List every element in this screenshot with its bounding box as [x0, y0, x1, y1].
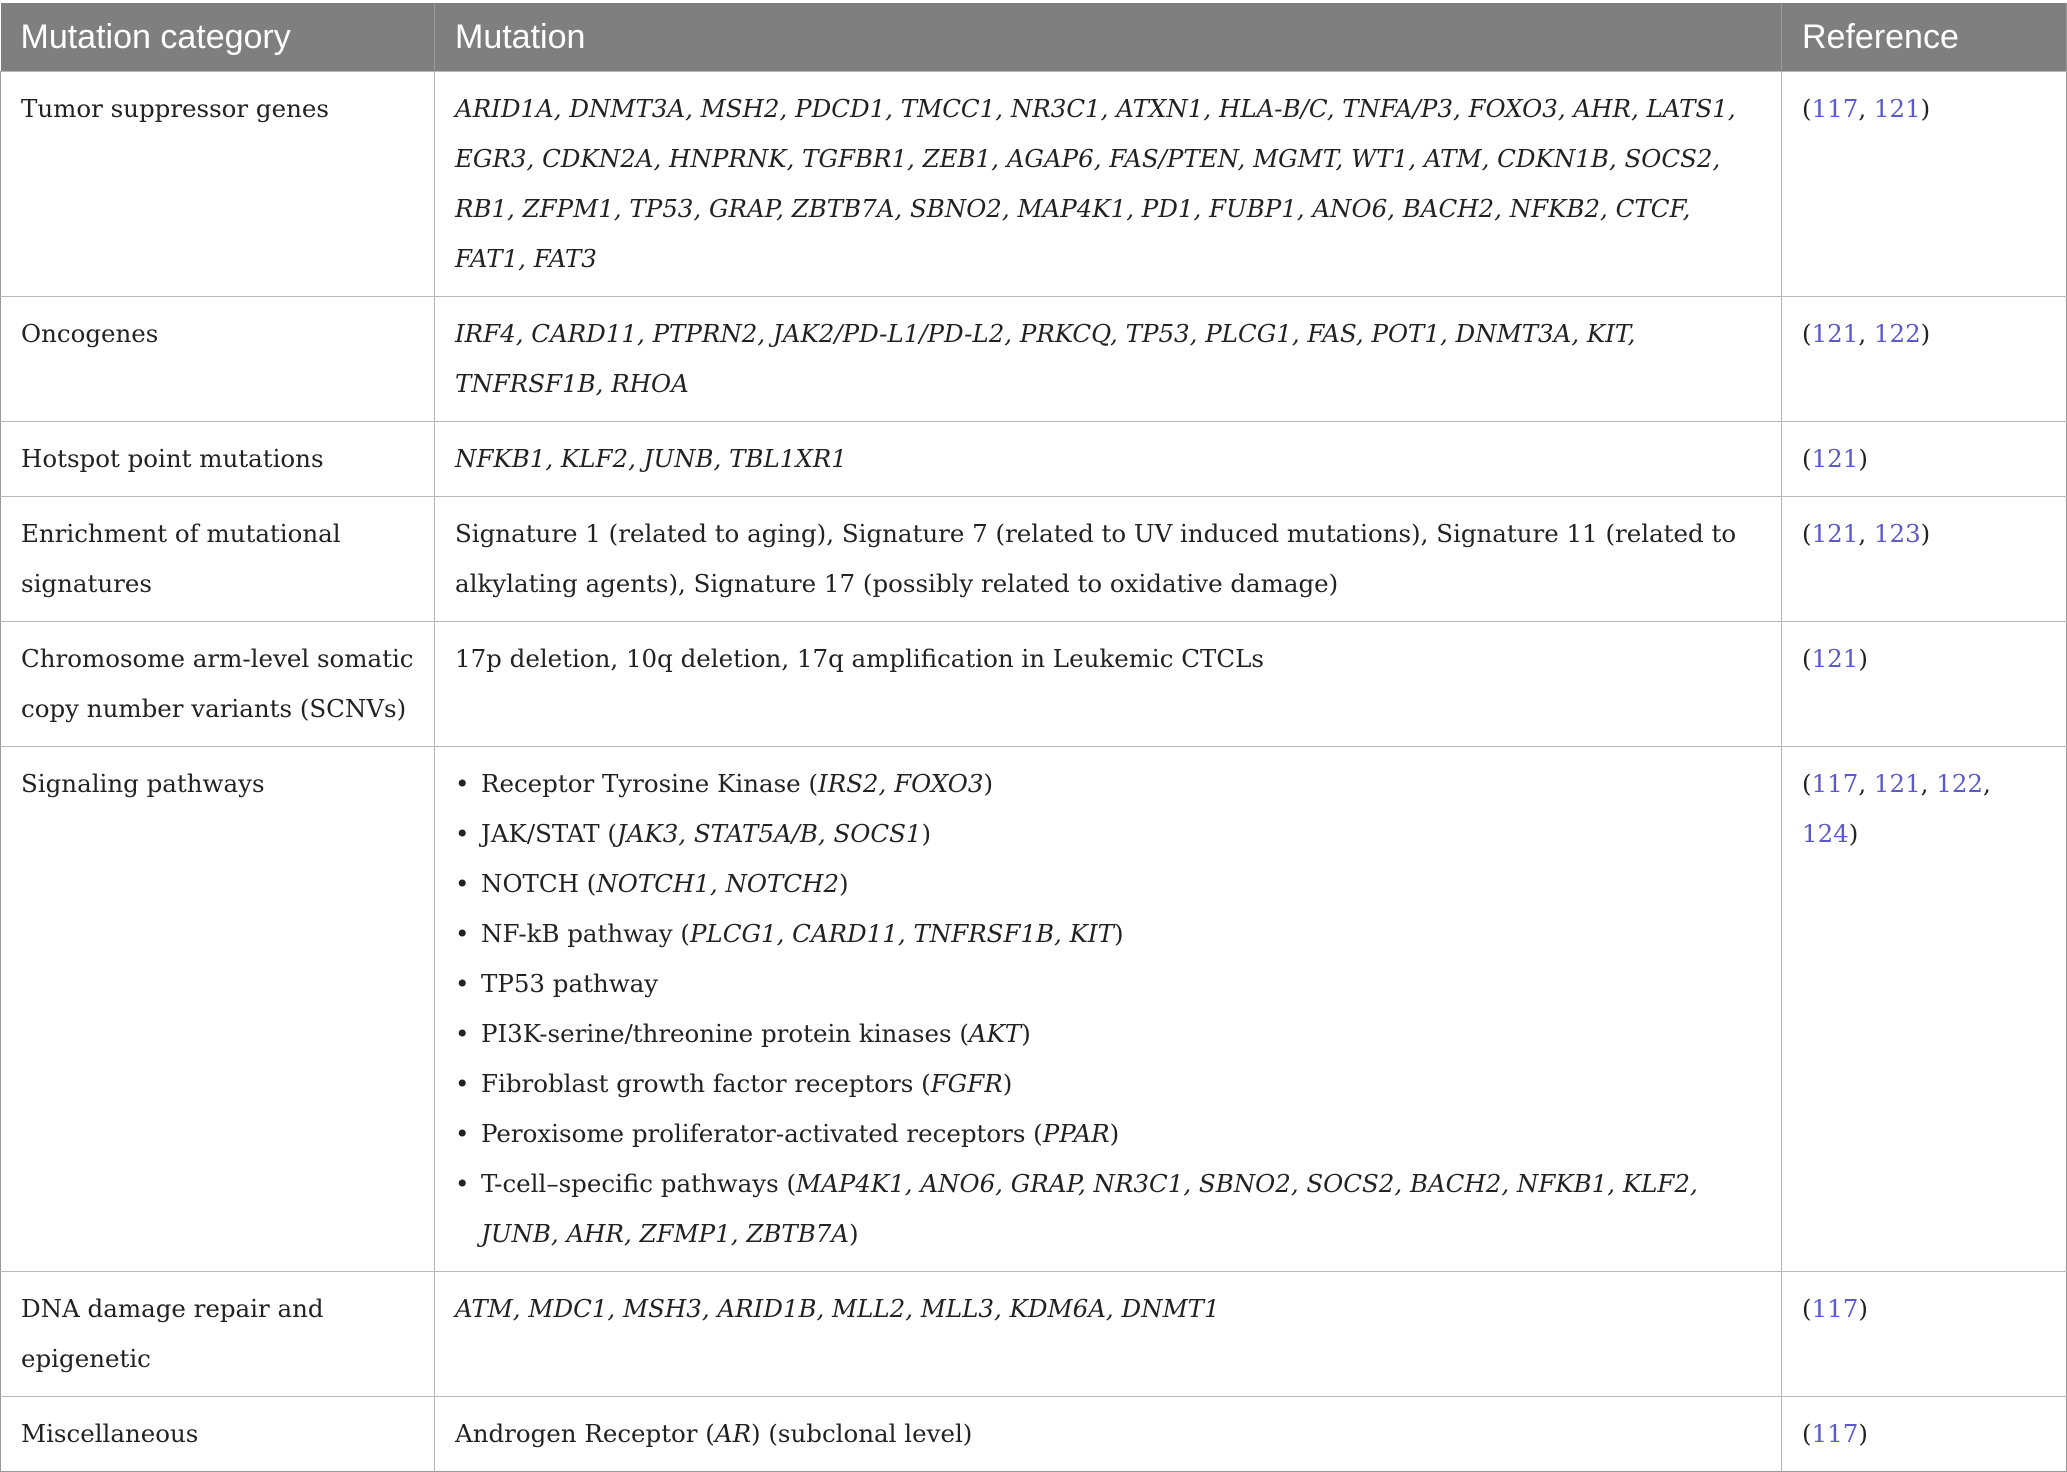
reference-link[interactable]: 121 — [1873, 769, 1921, 798]
table-row — [1, 422, 2067, 497]
reference-link[interactable]: 117 — [1811, 94, 1859, 123]
reference-link[interactable]: 122 — [1873, 319, 1921, 348]
pathway-genes: PLCG1, CARD11, TNFRSF1B, KIT — [689, 919, 1114, 948]
gene-list: NFKB1, KLF2, JUNB, TBL1XR1 — [455, 444, 847, 473]
pathway-name: NOTCH ( — [481, 869, 597, 898]
reference-link[interactable]: 121 — [1873, 94, 1921, 123]
pathway-name: TP53 pathway — [481, 969, 659, 998]
pathway-item — [481, 1059, 1761, 1109]
reference-link[interactable]: 121 — [1811, 644, 1859, 673]
mutation-cell — [435, 1272, 1782, 1397]
pathway-list — [455, 759, 1761, 1259]
table-row — [1, 747, 2067, 1272]
pathway-item — [481, 1009, 1761, 1059]
pathway-item — [481, 1109, 1761, 1159]
category-cell: Chromosome arm-level somatic copy number variants (SCNVs) — [1, 622, 435, 747]
pathway-item — [481, 959, 1761, 1009]
reference-link[interactable]: 123 — [1873, 519, 1921, 548]
gene-list: ARID1A, DNMT3A, MSH2, PDCD1, TMCC1, NR3C1, ATXN1, HLA-B/C, TNFA/P3, FOXO3, AHR, LATS1, EGR3, CDKN2A, HNPRNK, TGFBR1, ZEB1, AGAP6, FAS/PTEN, MGMT, WT1, ATM, CDKN1B, SOCS2, RB1, ZFPM1, TP53, GRAP, ZBTB7A, SBNO2, MAP4K1, PD1, FUBP1, ANO6, BACH2, NFKB2, CTCF, FAT1, FAT3 — [455, 94, 1736, 273]
pathway-close: ) — [848, 1219, 859, 1248]
pathway-name: T-cell–specific pathways ( — [481, 1169, 797, 1198]
pathway-item — [481, 759, 1761, 809]
pathway-close: ) — [983, 769, 993, 798]
category-cell: Enrichment of mutational signatures — [1, 497, 435, 622]
table-row — [1, 1397, 2067, 1472]
reference-link[interactable]: 121 — [1811, 319, 1859, 348]
reference-link[interactable]: 117 — [1811, 1419, 1859, 1448]
pathway-genes: FGFR — [930, 1069, 1003, 1098]
pathway-item — [481, 1159, 1761, 1259]
pathway-genes: PPAR — [1042, 1119, 1110, 1148]
category-cell: Signaling pathways — [1, 747, 435, 1272]
reference-link[interactable]: 117 — [1811, 769, 1859, 798]
reference-link[interactable]: 122 — [1936, 769, 1984, 798]
pathway-item — [481, 859, 1761, 909]
pathway-close: ) — [1109, 1119, 1120, 1148]
mutation-cell: Signature 1 (related to aging), Signature 7 (related to UV induced mutations), Signature 11 (related to alkylating agents), Signature 17 (possibly related to oxidative damage) — [435, 497, 1782, 622]
table-row — [1, 1272, 2067, 1397]
pathway-genes: MAP4K1, ANO6, GRAP, NR3C1, SBNO2, SOCS2, BACH2, NFKB1, KLF2, JUNB, AHR, ZFMP1, ZBTB7A — [481, 1169, 1698, 1248]
category-cell: Oncogenes — [1, 297, 435, 422]
pathway-close: ) — [839, 869, 849, 898]
reference-cell: (121, 122) — [1782, 297, 2067, 422]
mutation-cell — [435, 297, 1782, 422]
category-cell: Tumor suppressor genes — [1, 72, 435, 297]
reference-cell: (117) — [1782, 1272, 2067, 1397]
reference-link[interactable]: 121 — [1811, 444, 1859, 473]
reference-link[interactable]: 124 — [1802, 819, 1849, 848]
pathway-genes: AKT — [968, 1019, 1022, 1048]
table-header-row — [1, 3, 2067, 72]
pathway-name: PI3K-serine/threonine protein kinases ( — [481, 1019, 969, 1048]
pathway-genes: IRS2, FOXO3 — [818, 769, 984, 798]
pathway-name: NF-kB pathway ( — [481, 919, 690, 948]
mutation-cell — [435, 1397, 1782, 1472]
pathway-genes: NOTCH1, NOTCH2 — [596, 869, 840, 898]
header-mutation-category: Mutation category — [1, 3, 435, 72]
category-cell: Hotspot point mutations — [1, 422, 435, 497]
category-cell: Miscellaneous — [1, 1397, 435, 1472]
mutation-post: ) (subclonal level) — [751, 1419, 973, 1448]
reference-cell: (121, 123) — [1782, 497, 2067, 622]
table-row — [1, 297, 2067, 422]
mutation-cell — [435, 747, 1782, 1272]
gene-list: IRF4, CARD11, PTPRN2, JAK2/PD-L1/PD-L2, PRKCQ, TP53, PLCG1, FAS, POT1, DNMT3A, KIT, TNFRSF1B, RHOA — [455, 319, 1636, 398]
reference-cell: (121) — [1782, 622, 2067, 747]
pathway-close: ) — [921, 819, 932, 848]
mutation-cell — [435, 422, 1782, 497]
pathway-name: Fibroblast growth factor receptors ( — [481, 1069, 931, 1098]
mutation-cell: 17p deletion, 10q deletion, 17q amplification in Leukemic CTCLs — [435, 622, 1782, 747]
pathway-name: Receptor Tyrosine Kinase ( — [481, 769, 819, 798]
gene-list: ATM, MDC1, MSH3, ARID1B, MLL2, MLL3, KDM6A, DNMT1 — [455, 1294, 1220, 1323]
pathway-genes: JAK3, STAT5A/B, SOCS1 — [616, 819, 922, 848]
pathway-close: ) — [1113, 919, 1124, 948]
pathway-name: Peroxisome proliferator-activated receptors ( — [481, 1119, 1043, 1148]
header-reference: Reference — [1782, 3, 2067, 72]
reference-link[interactable]: 121 — [1811, 519, 1859, 548]
reference-cell: (121) — [1782, 422, 2067, 497]
table-row — [1, 622, 2067, 747]
pathway-name: JAK/STAT ( — [481, 819, 617, 848]
header-mutation: Mutation — [435, 3, 1782, 72]
pathway-item — [481, 809, 1761, 859]
pathway-close: ) — [1002, 1069, 1013, 1098]
reference-cell: (117) — [1782, 1397, 2067, 1472]
reference-cell: (117, 121, 122, 124) — [1782, 747, 2067, 1272]
reference-cell: (117, 121) — [1782, 72, 2067, 297]
pathway-close: ) — [1021, 1019, 1031, 1048]
reference-link[interactable]: 117 — [1811, 1294, 1859, 1323]
table-row — [1, 497, 2067, 622]
pathway-item — [481, 909, 1761, 959]
gene-name: AR — [714, 1419, 752, 1448]
table-row — [1, 72, 2067, 297]
mutation-cell — [435, 72, 1782, 297]
category-cell: DNA damage repair and epigenetic — [1, 1272, 435, 1397]
mutation-table — [0, 3, 2067, 1472]
mutation-pre: Androgen Receptor ( — [455, 1419, 715, 1448]
